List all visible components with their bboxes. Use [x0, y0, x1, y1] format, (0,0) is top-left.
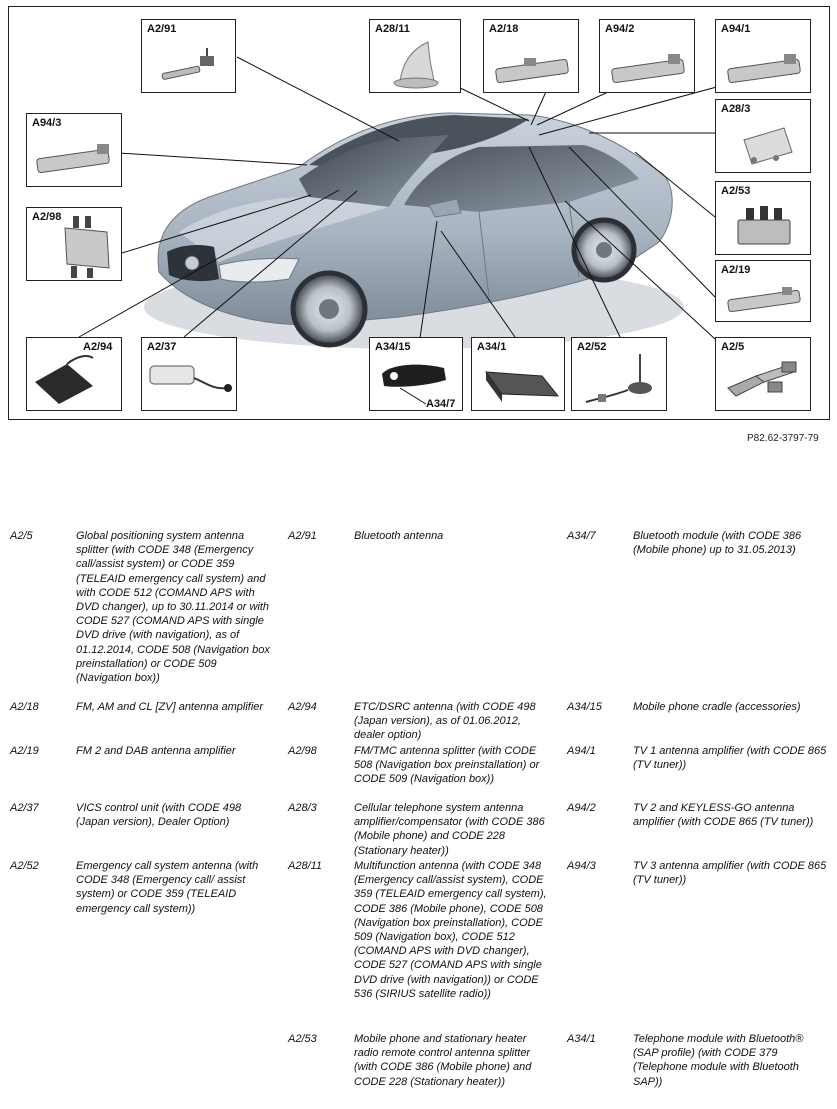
legend-desc: FM 2 and DAB antenna amplifier [76, 745, 236, 757]
legend-code: A34/1 [567, 1033, 596, 1045]
legend-desc: Multifunction antenna (with CODE 348 (Emergency call/assist system), CODE 359 (TELEAID emergency call system), CODE 386 (Mobile phone), CODE 508 (Navigation box preinstallation), CODE 509 (Navigation box), CODE 512 (COMAND APS with DVD changer), CODE 527 (COMAND APS with single DVD drive (with navigation)) or CODE 536 (SIRIUS satellite radio)) [354, 860, 547, 1000]
legend-code: A2/52 [10, 860, 39, 872]
legend-code: A2/98 [288, 745, 317, 757]
label-a2-19: A2/19 [721, 264, 751, 276]
legend-code: A2/94 [288, 701, 317, 713]
telephone-module-icon [472, 338, 566, 412]
legend-desc: Mobile phone and stationary heater radio remote control antenna splitter (with CODE 386 (Mobile phone) and CODE 228 (Stationary heater)) [354, 1033, 532, 1088]
compensator-icon [716, 100, 812, 174]
legend-code: A2/18 [10, 701, 39, 713]
box-a28-3 [715, 99, 811, 173]
shark-fin-antenna-icon [370, 20, 462, 94]
legend-code: A2/91 [288, 530, 317, 542]
label-a28-3: A28/3 [721, 103, 751, 115]
antenna-amplifier-icon [716, 261, 812, 323]
legend-code: A94/2 [567, 802, 596, 814]
legend-item [288, 859, 553, 1029]
tv-amplifier-icon [600, 20, 696, 94]
phone-cradle-icon [370, 338, 464, 412]
label-a2-94: A2/94 [83, 341, 113, 353]
label-a94-1: A94/1 [721, 23, 751, 35]
legend-desc: Bluetooth antenna [354, 530, 444, 542]
legend-item [10, 801, 275, 831]
label-a2-52: A2/52 [577, 341, 607, 353]
legend-code: A34/15 [567, 701, 602, 713]
legend-code: A2/37 [10, 802, 39, 814]
legend-desc: VICS control unit (with CODE 498 (Japan version), Dealer Option) [76, 802, 242, 829]
legend-item [567, 744, 832, 774]
etc-antenna-icon [27, 338, 123, 412]
legend-item [288, 529, 553, 549]
legend-item [567, 700, 832, 720]
emergency-antenna-icon [572, 338, 668, 412]
antenna-amplifier-icon [484, 20, 580, 94]
legend-desc: TV 3 antenna amplifier (with CODE 865 (TV tuner)) [633, 860, 827, 887]
label-a2-37: A2/37 [147, 341, 177, 353]
legend-desc: Emergency call system antenna (with CODE 348 (Emergency call/ assist system) or CODE 359 (TELEAID emergency call system)) [76, 860, 259, 915]
label-a94-2: A94/2 [605, 23, 635, 35]
legend-item [288, 744, 553, 802]
label-a34-15: A34/15 [375, 341, 411, 353]
legend-desc: Global positioning system antenna splitter (with CODE 348 (Emergency call/assist system) or CODE 359 (TELEAID emergency call system) and with CODE 512 (COMAND APS with DVD changer), up to 30.11.2014 or with CODE 527 (COMAND APS with single DVD drive (with navigation), as of 01.12.2014, CODE 508 (Navigation box preinstallation) or CODE 509 (Navigation box)) [76, 530, 270, 685]
legend-item [567, 529, 832, 559]
legend-item [10, 700, 275, 730]
box-a2-18 [483, 19, 579, 93]
gps-splitter-icon [716, 338, 812, 412]
legend-desc: Bluetooth module (with CODE 386 (Mobile phone) up to 31.05.2013) [633, 530, 802, 557]
legend-code: A2/53 [288, 1033, 317, 1045]
legend-code: A28/11 [288, 860, 323, 872]
component-location-figure [8, 6, 830, 420]
box-a2-98 [26, 207, 122, 281]
legend-desc: TV 2 and KEYLESS-GO antenna amplifier (with CODE 865 (TV tuner)) [633, 802, 814, 829]
box-a2-5 [715, 337, 811, 411]
legend-item [10, 529, 275, 699]
legend-desc: Mobile phone cradle (accessories) [633, 701, 801, 713]
label-a28-11: A28/11 [375, 23, 410, 35]
legend-item [10, 744, 275, 774]
legend-item [567, 1032, 832, 1092]
label-a2-5: A2/5 [721, 341, 745, 353]
box-a2-52 [571, 337, 667, 411]
label-a34-1: A34/1 [477, 341, 507, 353]
box-a2-91 [141, 19, 236, 93]
legend-desc: FM/TMC antenna splitter (with CODE 508 (Navigation box preinstallation) or CODE 509 (Navigation box)) [354, 745, 540, 786]
legend-code: A28/3 [288, 802, 317, 814]
label-a2-98: A2/98 [32, 211, 62, 223]
label-a2-91: A2/91 [147, 23, 177, 35]
legend-code: A2/19 [10, 745, 39, 757]
label-a2-53: A2/53 [721, 185, 751, 197]
legend-desc: ETC/DSRC antenna (with CODE 498 (Japan version), as of 01.06.2012, dealer option) [354, 701, 536, 742]
figure-code: P82.62-3797-79 [747, 433, 819, 444]
legend-desc: TV 1 antenna amplifier (with CODE 865 (TV tuner)) [633, 745, 827, 772]
box-a94-2 [599, 19, 695, 93]
label-a2-18: A2/18 [489, 23, 519, 35]
antenna-splitter-icon [27, 208, 123, 282]
box-a2-37 [141, 337, 237, 411]
label-a34-7: A34/7 [426, 398, 456, 410]
box-a94-3 [26, 113, 122, 187]
legend-code: A34/7 [567, 530, 596, 542]
legend-code: A2/5 [10, 530, 33, 542]
legend-item [288, 700, 553, 745]
bluetooth-antenna-icon [142, 20, 237, 94]
legend-desc: FM, AM and CL [ZV] antenna amplifier [76, 701, 264, 713]
legend-desc: Cellular telephone system antenna amplifier/compensator (with CODE 386 (Mobile phone) and CODE 228 (Stationary heater)) [354, 802, 545, 857]
legend-item [10, 859, 275, 919]
vics-control-unit-icon [142, 338, 238, 412]
legend-desc: Telephone module with Bluetooth® (SAP profile) (with CODE 379 (Telephone module with Bluetooth SAP)) [633, 1033, 804, 1088]
tv-amplifier-icon [716, 20, 812, 94]
box-a94-1 [715, 19, 811, 93]
tv-amplifier-icon [27, 114, 123, 188]
legend-item [288, 1032, 553, 1092]
label-a94-3: A94/3 [32, 117, 62, 129]
legend-code: A94/1 [567, 745, 596, 757]
box-a2-94 [26, 337, 122, 411]
legend-item [567, 801, 832, 846]
box-a34-15 [369, 337, 463, 411]
antenna-splitter-icon [716, 182, 812, 256]
legend-code: A94/3 [567, 860, 596, 872]
box-a2-19 [715, 260, 811, 322]
box-a28-11 [369, 19, 461, 93]
box-a34-1 [471, 337, 565, 411]
legend-item [288, 801, 553, 859]
box-a2-53 [715, 181, 811, 255]
legend-item [567, 859, 832, 889]
